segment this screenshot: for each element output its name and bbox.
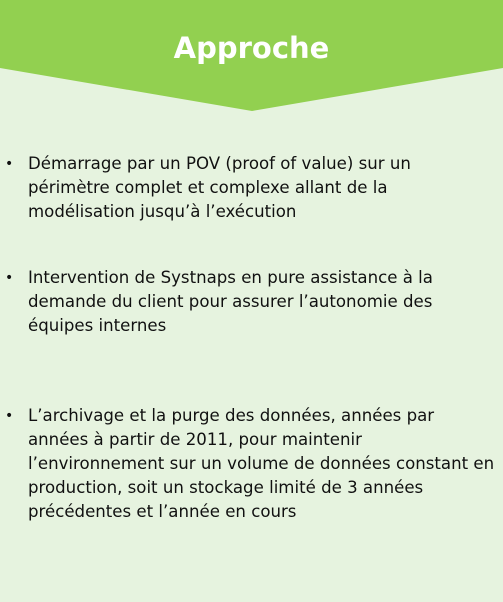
bullet-list <box>0 152 503 524</box>
list-item <box>0 266 503 338</box>
content-area <box>0 152 503 524</box>
bullet-dot-icon: • <box>5 270 14 286</box>
list-item-text: Démarrage par un POV (proof of value) sur un périmètre complet et complexe allant de la modélisation jusqu’à l’exécution <box>28 154 411 221</box>
bullet-dot-icon: • <box>5 156 14 172</box>
list-item-text: Intervention de Systnaps en pure assistance à la demande du client pour assurer l’autonomie des équipes internes <box>28 268 433 335</box>
list-item-text: L’archivage et la purge des données, années par années à partir de 2011, pour maintenir l’environnement sur un volume de données constant en production, soit un stockage limité de 3 années précédentes et l’année en cours <box>28 406 495 521</box>
list-item <box>0 404 503 524</box>
bullet-dot-icon: • <box>5 408 14 424</box>
list-item <box>0 152 503 224</box>
page-title: Approche <box>173 31 330 65</box>
